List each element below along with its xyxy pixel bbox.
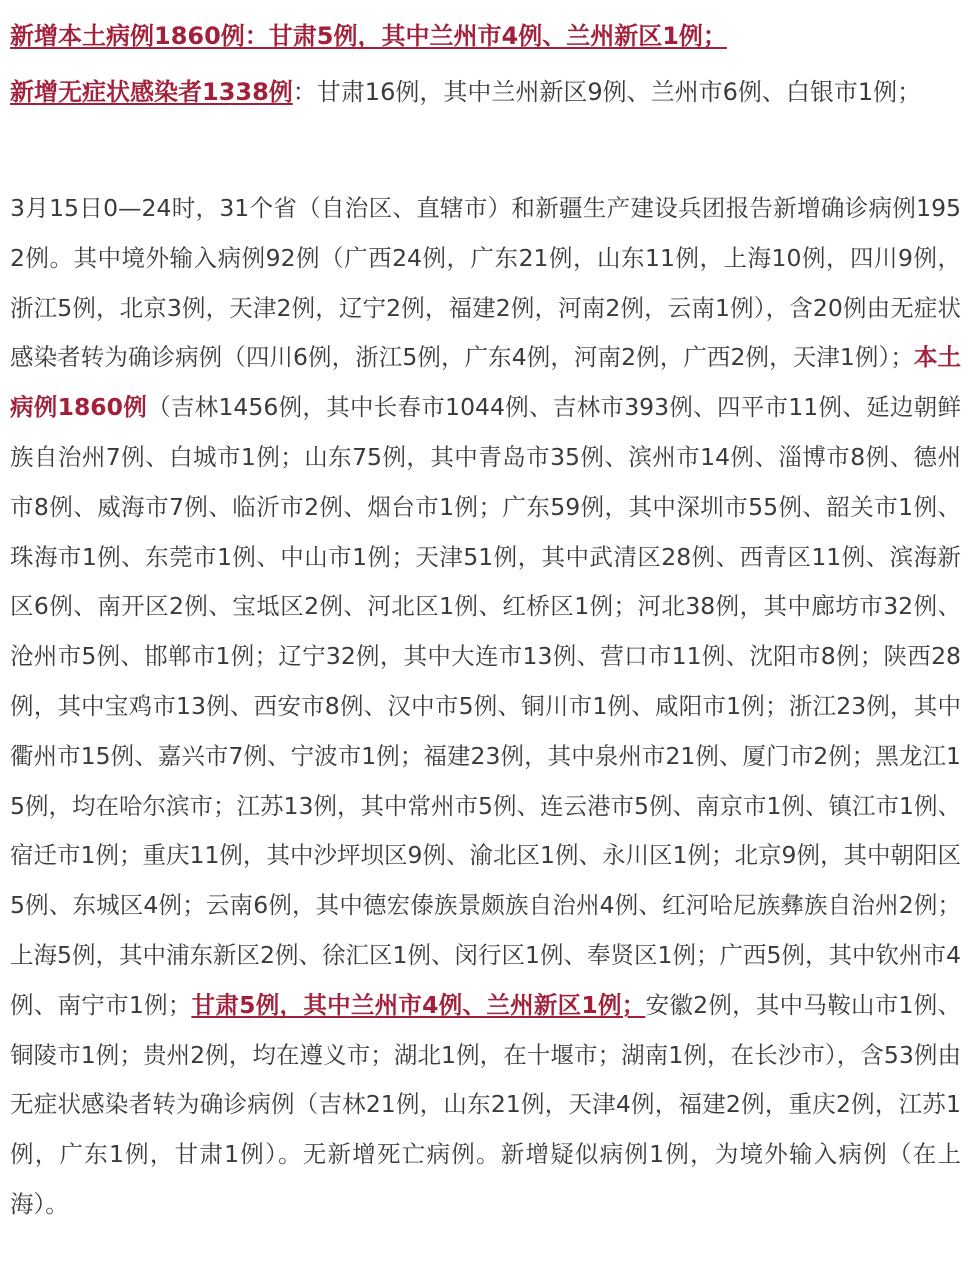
headline-new-local-cases-link[interactable]: 新增本土病例1860例：甘肃5例，其中兰州市4例、兰州新区1例； <box>10 22 727 50</box>
headline-new-local-cases <box>10 18 961 54</box>
local-cases-highlight: 本土病例1860例 <box>10 343 961 422</box>
paragraph-part-3: 安徽2例，其中马鞍山市1例、铜陵市1例；贵州2例，均在遵义市；湖北1例，在十堰市；湖南1例，在长沙市），含53例由无症状感染者转为确诊病例（吉林21例，山东21例，天津4例，福建2例，重庆2例，江苏1例，广东1例，甘肃1例）。无新增死亡病例。新增疑似病例1例，为境外输入病例（在上海）。 <box>10 990 961 1218</box>
paragraph-part-1: 3月15日0—24时，31个省（自治区、直辖市）和新疆生产建设兵团报告新增确诊病例1952例。其中境外输入病例92例（广西24例，广东21例，山东11例，上海10例，四川9例，浙江5例，北京3例，天津2例，辽宁2例，福建2例，河南2例，云南1例），含20例由无症状感染者转为确诊病例（四川6例，浙江5例，广东4例，河南2例，广西2例，天津1例）； <box>10 194 961 372</box>
headline-new-asymptomatic <box>10 74 961 110</box>
paragraph-part-2: （吉林1456例，其中长春市1044例、吉林市393例、四平市11例、延边朝鲜族自治州7例、白城市1例；山东75例，其中青岛市35例、滨州市14例、淄博市8例、德州市8例、威海市7例、临沂市2例、烟台市1例；广东59例，其中深圳市55例、韶关市1例、珠海市1例、东莞市1例、中山市1例；天津51例，其中武清区28例、西青区11例、滨海新区6例、南开区2例、宝坻区2例、河北区1例、红桥区1例；河北38例，其中廊坊市32例、沧州市5例、邯郸市1例；辽宁32例，其中大连市13例、营口市11例、沈阳市8例；陕西28例，其中宝鸡市13例、西安市8例、汉中市5例、铜川市1例、咸阳市1例；浙江23例，其中衢州市15例、嘉兴市7例、宁波市1例；福建23例，其中泉州市21例、厦门市2例；黑龙江15例，均在哈尔滨市；江苏13例，其中常州市5例、连云港市5例、南京市1例、镇江市1例、宿迁市1例；重庆11例，其中沙坪坝区9例、渝北区1例、永川区1例；北京9例，其中朝阳区5例、东城区4例；云南6例，其中德宏傣族景颇族自治州4例、红河哈尼族彝族自治州2例；上海5例，其中浦东新区2例、徐汇区1例、闵行区1例、奉贤区1例；广西5例，其中钦州市4例、南宁市1例； <box>10 393 962 1019</box>
blank-line <box>10 130 961 184</box>
report-paragraph <box>10 184 961 1230</box>
headline-asymptomatic-link[interactable]: 新增无症状感染者1338例 <box>10 78 293 106</box>
gansu-cases-link[interactable]: 甘肃5例，其中兰州市4例、兰州新区1例； <box>191 990 646 1019</box>
headline-asymptomatic-detail: ：甘肃16例，其中兰州新区9例、兰州市6例、白银市1例； <box>292 78 922 106</box>
